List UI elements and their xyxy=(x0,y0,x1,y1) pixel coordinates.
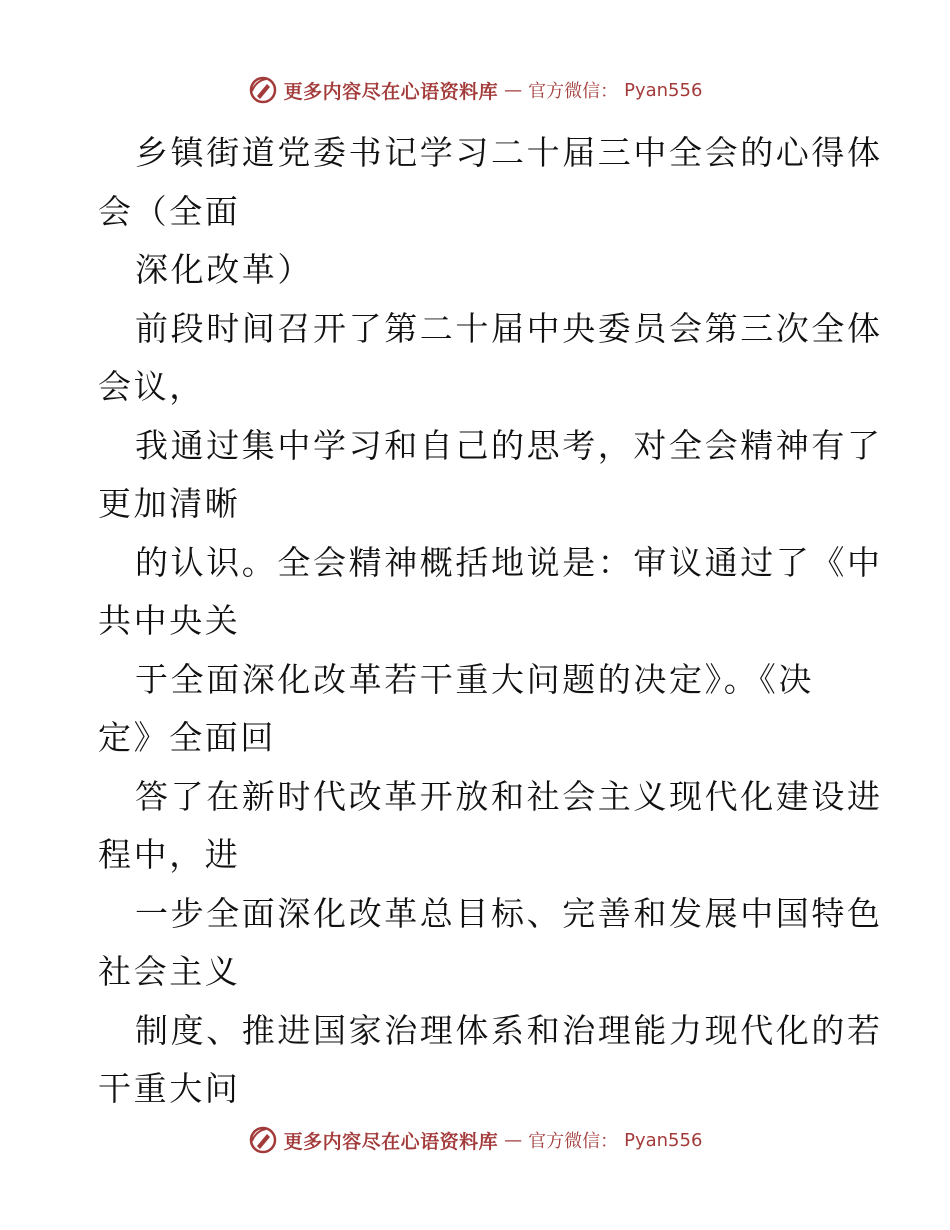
body-line: 共中央关 xyxy=(98,601,241,640)
body-line: 一步全面深化改革总目标、完善和发展中国特色 xyxy=(135,893,883,933)
header-wechat-label: 官方微信： xyxy=(528,81,619,102)
body-line: 更加清晰 xyxy=(98,484,241,523)
footer-wechat-id: Pyan556 xyxy=(624,1129,703,1151)
footer-watermark-banner xyxy=(0,1120,950,1160)
body-line: 于全面深化改革若干重大问题的决定》。《决 xyxy=(135,659,814,699)
header-brand-text: 更多内容尽在心语资料库 xyxy=(283,80,499,103)
body-line: 程中，进 xyxy=(98,835,241,874)
fountain-pen-logo-icon xyxy=(248,1125,278,1155)
header-watermark-banner xyxy=(0,70,950,110)
body-line: 会议， xyxy=(98,367,205,406)
body-line: 制度、推进国家治理体系和治理能力现代化的若 xyxy=(135,1010,883,1050)
body-line: 会（全面 xyxy=(98,191,241,231)
document-body xyxy=(98,124,883,1119)
body-line: 深化改革） xyxy=(135,250,313,289)
body-line: 定》全面回 xyxy=(98,718,276,757)
header-wechat-id: Pyan556 xyxy=(624,79,703,101)
body-line: 前段时间召开了第二十届中央委员会第三次全体 xyxy=(135,308,883,348)
header-dash: — xyxy=(504,79,523,101)
fountain-pen-logo-icon xyxy=(248,75,278,105)
footer-dash: — xyxy=(504,1129,523,1151)
body-line: 答了在新时代改革开放和社会主义现代化建设进 xyxy=(135,776,883,816)
body-line: 干重大问 xyxy=(98,1069,241,1108)
footer-brand-text: 更多内容尽在心语资料库 xyxy=(283,1130,499,1153)
body-line: 乡镇街道党委书记学习二十届三中全会的心得体 xyxy=(135,133,883,172)
body-line: 社会主义 xyxy=(98,952,241,991)
footer-wechat-label: 官方微信： xyxy=(528,1131,619,1152)
body-line: 的认识。全会精神概括地说是：审议通过了《中 xyxy=(135,542,883,582)
body-line: 我通过集中学习和自己的思考，对全会精神有了 xyxy=(135,425,883,465)
